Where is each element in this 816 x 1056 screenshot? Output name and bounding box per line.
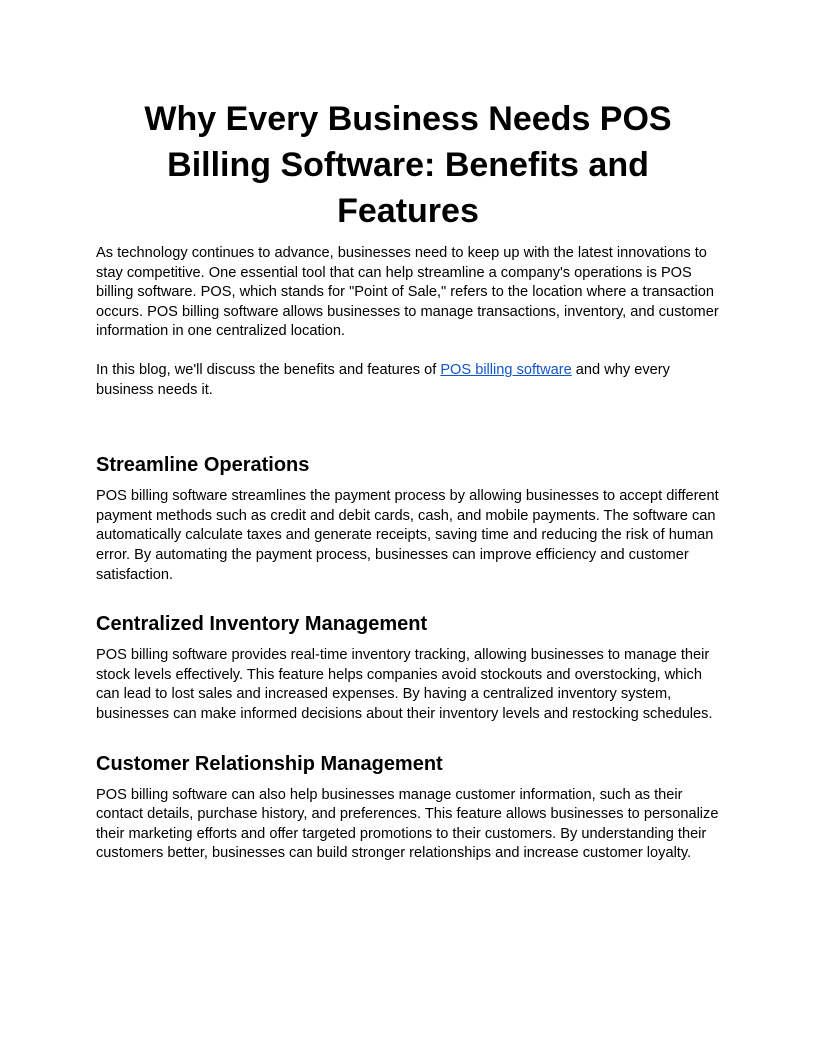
section-customer-relationship	[96, 751, 720, 864]
section-centralized-inventory	[96, 611, 720, 724]
section-body: POS billing software provides real-time inventory tracking, allowing businesses to manage their stock levels effectively. This feature helps companies avoid stockouts and overstocking, which can lead to lost sales and increased expenses. By having a centralized inventory system, businesses can make informed decisions about their inventory levels and restocking schedules.	[96, 647, 713, 722]
section-heading: Centralized Inventory Management	[96, 613, 428, 636]
intro-paragraph: As technology continues to advance, businesses need to keep up with the latest innovations to stay competitive. One essential tool that can help streamline a company's operations is POS billing software. POS, which stands for "Point of Sale," refers to the location where a transaction occurs. POS billing software allows businesses to manage transactions, inventory, and customer information in one centralized location.	[96, 245, 719, 340]
section-body: POS billing software streamlines the payment process by allowing businesses to accept different payment methods such as credit and debit cards, cash, and mobile payments. The software can automatically calculate taxes and generate receipts, saving time and reducing the risk of human error. By automating the payment process, businesses can improve efficiency and customer satisfaction.	[96, 488, 719, 583]
section-body: POS billing software can also help businesses manage customer information, such as their contact details, purchase history, and preferences. This feature allows businesses to personalize their marketing efforts and offer targeted promotions to their customers. By understanding their customers better, businesses can build stronger relationships and increase customer loyalty.	[96, 786, 719, 862]
section-heading: Streamline Operations	[96, 454, 310, 477]
section-streamline-operations	[96, 452, 720, 585]
blog-intro-paragraph	[96, 361, 720, 400]
blog-intro-text-before: In this blog, we'll discuss the benefits and features of	[96, 361, 441, 378]
page-title: Why Every Business Needs POS Billing Software: Benefits and Features	[144, 100, 672, 230]
pos-billing-software-link[interactable]: POS billing software	[440, 361, 572, 378]
section-heading: Customer Relationship Management	[96, 752, 443, 775]
blog-intro-text-after: and why every business needs it.	[96, 361, 670, 398]
